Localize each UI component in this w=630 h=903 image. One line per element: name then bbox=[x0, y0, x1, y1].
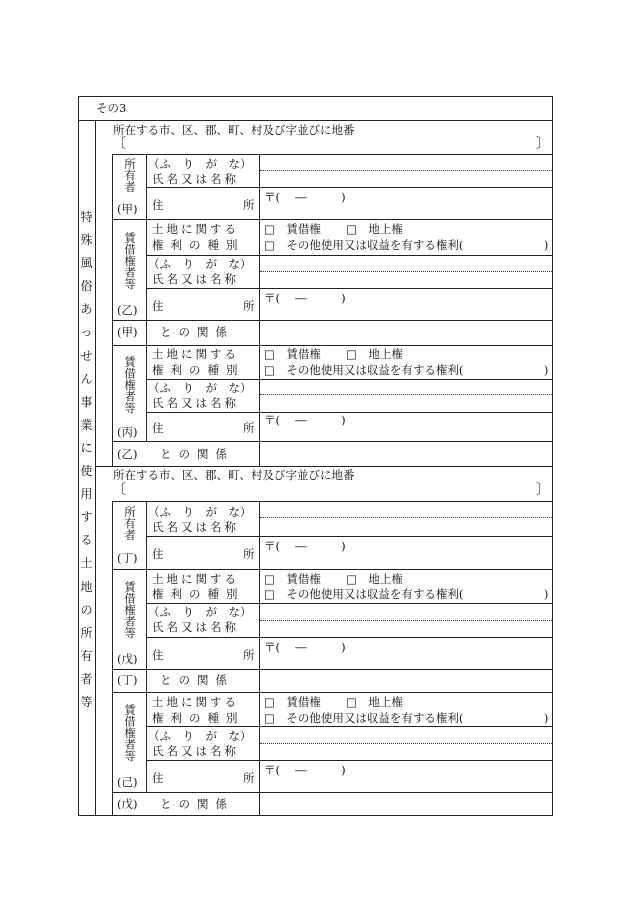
right-kind-label-2: 権利の種別 bbox=[152, 238, 245, 252]
address-label-left: 住 bbox=[152, 198, 164, 212]
party-ko: (甲) bbox=[117, 202, 138, 216]
surface-checkbox[interactable]: □ 地上権 bbox=[346, 222, 403, 236]
surface-checkbox[interactable]: □ 地上権 bbox=[346, 572, 403, 586]
form-page: その3 特 殊 風 俗 あ っ せ ん 事 業 に 使 用 す る 土 地 の 所 有 者 等 所在する市、区、郡、町、村及び字並びに地番 〔 〕 所有者 (甲) （ふ り が な） 氏名又は名称 住 所 〒( ― ) 賃借権者等 (乙) 土地に関する 権利の種別 □ 賃借権 □ 地上権 □ その他使用又は収益を有する権利( ) （ふ り が な） 氏名又は名称 住 所 〒( ― ) (甲) との関係 賃借権者等 (丙) 土地に関する 権利の種別 □ 賃借権 □ 地上権 □ その他使用又は収益を有する権利( ) （ふ り が な） 氏名又は名称 住 所 〒( ― ) (乙) との関係 所在する市、区、郡、町、村及び字並びに地番 〔 〕 所有者 (丁) （ふ り が な） 氏名又は名称 住 所 〒( ― ) 賃借権者等 (戊) 土地に関する 権利の種別 □ 賃借権 □ 地上権 □ その他使用又は収益を有する権利( ) （ふ り が な） 氏名又は名称 住 所 〒( ― ) (丁) との関係 賃借権者等 (己) 土地に関する 権利の種別 □ 賃借権 □ 地上権 □ その他使用又は収益を有する権利( ) （ふ り が な） 氏名又は名称 住 所 〒( ― ) (戊) との関係 bbox=[78, 96, 553, 816]
side-title: 特 殊 風 俗 あ っ せ ん 事 業 に 使 用 す る 土 地 の 所 有 者 等 bbox=[80, 210, 93, 709]
right-kind-label-1: 土地に関する bbox=[152, 222, 239, 236]
lease-checkbox[interactable]: □ 賃借権 bbox=[264, 695, 321, 709]
lease-checkbox[interactable]: □ 賃借権 bbox=[264, 572, 321, 586]
postal-field[interactable]: 〒( ― ) bbox=[264, 539, 346, 553]
party-hei: (丙) bbox=[117, 425, 138, 439]
other-right-checkbox[interactable]: □ その他使用又は収益を有する権利( ) bbox=[264, 711, 549, 725]
name-label: 氏名又は名称 bbox=[152, 172, 239, 186]
owner-label-1: 所有者 bbox=[123, 158, 137, 193]
section-label: その3 bbox=[96, 101, 127, 115]
location-label-2: 所在する市、区、郡、町、村及び字並びに地番 bbox=[113, 468, 355, 482]
postal-field[interactable]: 〒( ― ) bbox=[264, 190, 346, 204]
party-tei: (丁) bbox=[117, 551, 138, 565]
other-right-checkbox[interactable]: □ その他使用又は収益を有する権利( ) bbox=[264, 587, 549, 601]
bracket-close-1: 〕 bbox=[536, 136, 550, 152]
postal-field[interactable]: 〒( ― ) bbox=[264, 763, 346, 777]
surface-checkbox[interactable]: □ 地上権 bbox=[346, 347, 403, 361]
party-otsu: (乙) bbox=[117, 303, 138, 317]
party-bo: (戊) bbox=[117, 652, 138, 666]
surface-checkbox[interactable]: □ 地上権 bbox=[346, 695, 403, 709]
bracket-open-1: 〔 bbox=[112, 136, 126, 152]
postal-field[interactable]: 〒( ― ) bbox=[264, 640, 346, 654]
other-right-checkbox[interactable]: □ その他使用又は収益を有する権利( ) bbox=[264, 238, 549, 252]
furigana-label: （ふ り が な） bbox=[148, 157, 252, 171]
party-ki: (己) bbox=[117, 775, 138, 789]
other-right-checkbox[interactable]: □ その他使用又は収益を有する権利( ) bbox=[264, 363, 549, 377]
lessee-label-1: 賃借権者等 bbox=[123, 232, 137, 290]
postal-field[interactable]: 〒( ― ) bbox=[264, 413, 346, 427]
address-label-right: 所 bbox=[243, 198, 255, 212]
lease-checkbox[interactable]: □ 賃借権 bbox=[264, 347, 321, 361]
location-label-1: 所在する市、区、郡、町、村及び字並びに地番 bbox=[113, 123, 355, 137]
lease-checkbox[interactable]: □ 賃借権 bbox=[264, 222, 321, 236]
postal-field[interactable]: 〒( ― ) bbox=[264, 291, 346, 305]
relation-label: との関係 bbox=[160, 325, 234, 339]
